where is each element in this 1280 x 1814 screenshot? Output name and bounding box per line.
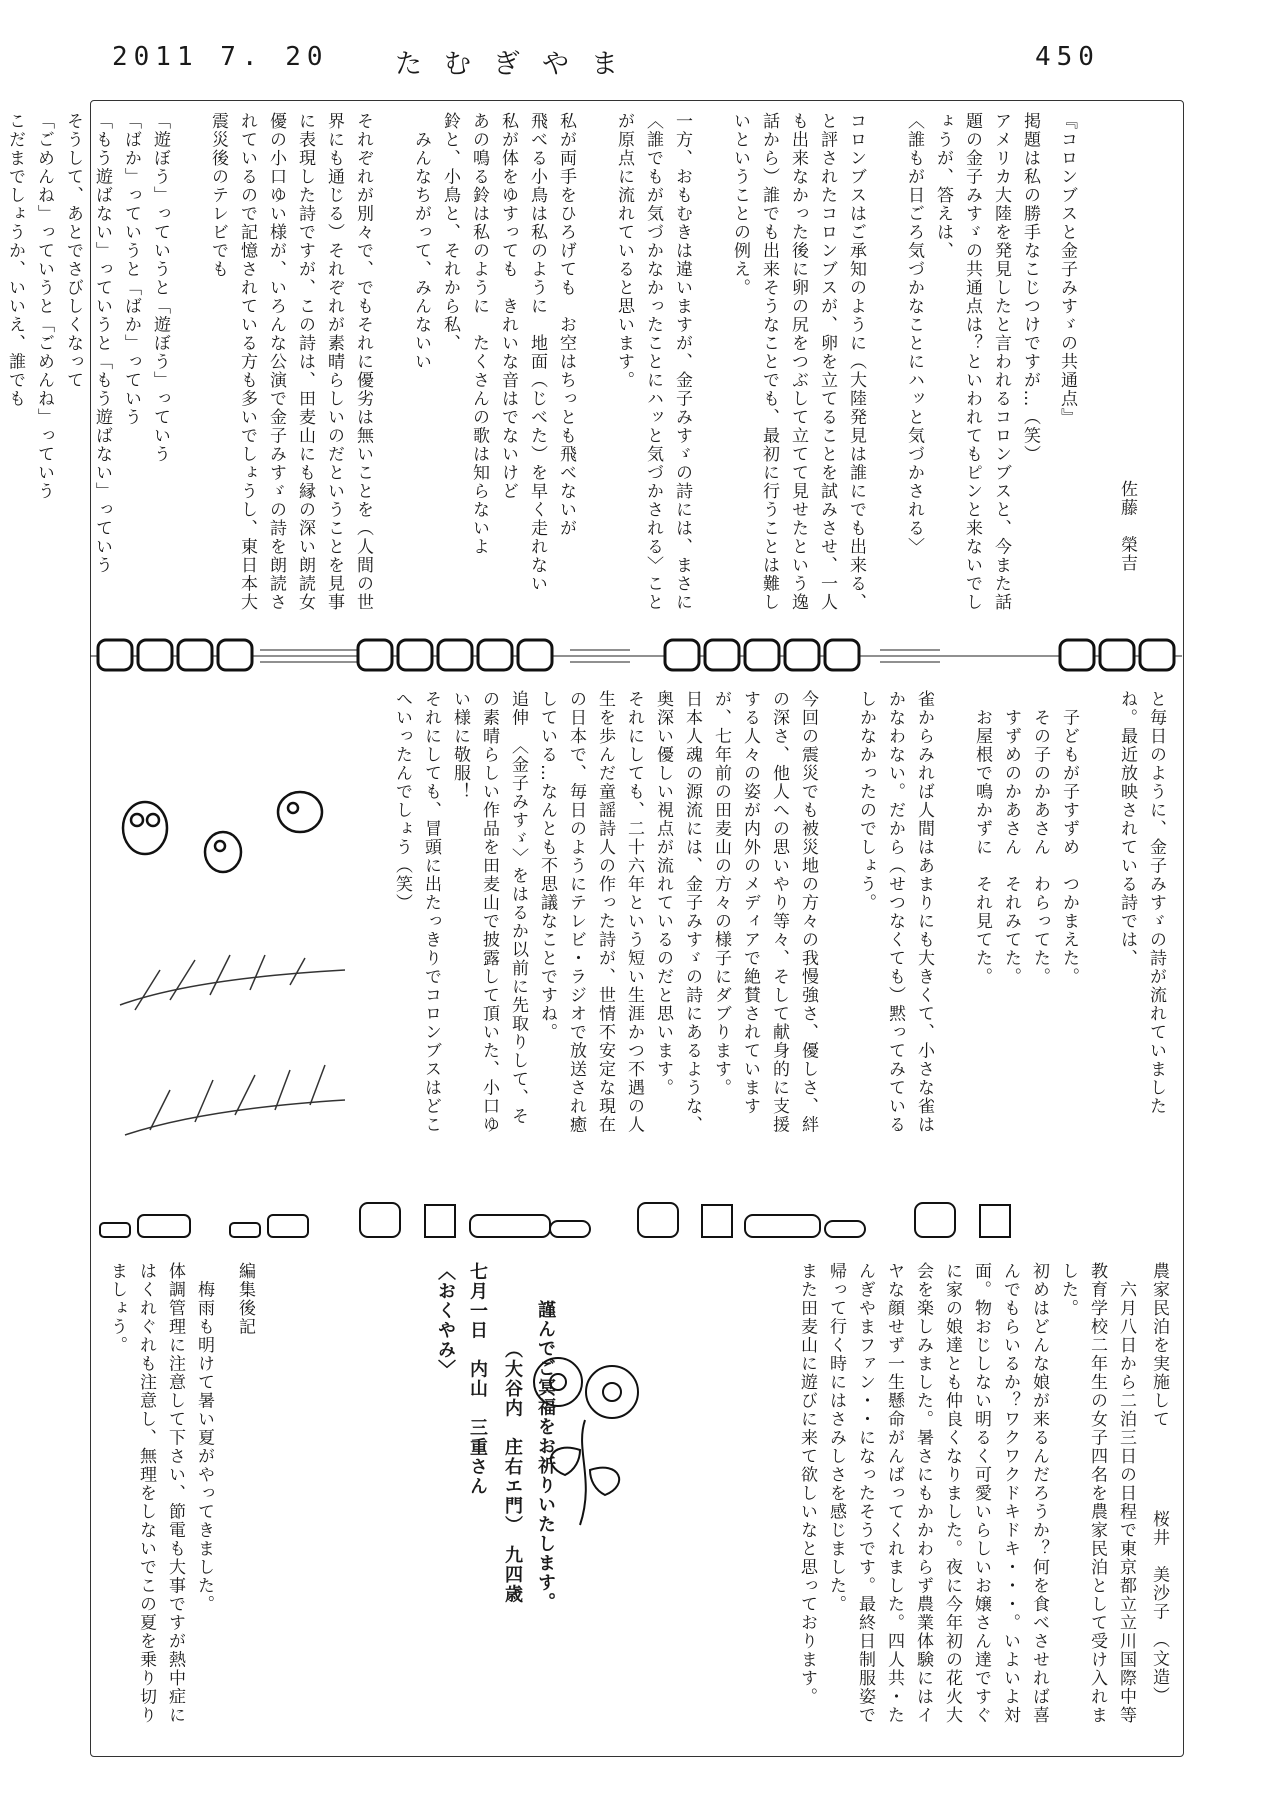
grass-sketch bbox=[115, 950, 365, 1150]
issue-date: 2011 7. 20 bbox=[112, 42, 329, 72]
article2-title: 農家民泊を実施して bbox=[1149, 1262, 1169, 1429]
article2-body: 六月八日から二泊三日の日程で東京都立立川国際中等教育学校二年生の女子四名を農家民泊として受け入れました。 初めはどんな娘が来るんだろうか？何を食べさせれば喜んでもらいるか？ワクワクドキドキ・・・。いよいよ対面。物おじしない明るく可愛いらしいお嬢さん達ですぐに家の娘達とも仲良くなりました。夜に今年初の花火大会を楽しみました。暑さにもかかわらず農業体験にはイヤな顔せず一生懸命がんばってくれました。四人共・たんぎやまファン・・になったそうです。最終日制服姿で帰って行く時にはさみしさを感じました。 また田麦山に遊びに来て欲しいなと思っております。 bbox=[797, 1262, 1136, 1725]
condolence-line-2: （大谷内 庄右エ門） 九四歳 bbox=[502, 1340, 523, 1604]
article1-body: 掲題は私の勝手なこじつけですが…（笑） アメリカ大陸を発見したと言われるコロンブスと、今また話題の金子みすゞの共通点は？といわれてもピンと来ないでしょうが、答えは、 〈誰もが日ごろ気づかなことにハッと気づかされる〉 コロンブスはご承知のように（大陸発見は誰にでも出来る、と評されたコロンブスが、卵を立てることを試みさせ、一人も出来なかった後に卵の尻をつぶして立てて見せたという逸話から）誰でも出来そうなことでも、最初に行うことは難しいということの例え。 一方、おもむきは違いますが、金子みすゞの詩には、まさに〈誰でもが気づかなかったことにハッと気づかされる〉ことが原点に流れていると思います。 私が両手をひろげても お空はちっとも飛べないが 飛べる小鳥は私のように 地面（じべた）を早く走れない 私が体をゆすっても きれいな音はでないけど あの鳴る鈴は私のように たくさんの歌は知らないよ 鈴と、小鳥と、それから私、 みんなちがって、みんないい それぞれが別々で、でもそれに優劣は無いことを（人間の世界にも通じる）それぞれが素晴らしいのだということを見事に表現した詩ですが、この詩は、田麦山にも縁の深い朗読女優の小口ゆい様が、いろんな公演で金子みすゞの詩を朗読されているので記憶されている方も多いでしょうし、東日本大震災後のテレビでも 「遊ぼう」っていうと「遊ぼう」っていう 「ばか」っていうと「ばか」っていう 「もう遊ばない」っていうと「もう遊ばない」っていう そうして、あとでさびしくなって 「ごめんね」っていうと「ごめんね」っていう こだまでしょうか、いいえ、誰でも bbox=[5, 112, 1040, 612]
newsletter-title: たむぎやま bbox=[395, 49, 640, 80]
train-decoration-strip bbox=[90, 628, 1182, 684]
condolence-line-3: 謹んでご冥福をお祈りいたします。 bbox=[535, 1300, 556, 1612]
article2-author: 桜井 美沙子 （文造） bbox=[1149, 1510, 1169, 1705]
article1-author: 佐藤 榮吉 bbox=[1117, 480, 1137, 573]
article1-title: 『コロンブスと金子みすゞの共通点』 bbox=[1057, 112, 1077, 427]
issue-number: 450 bbox=[1035, 42, 1100, 72]
condolence-title: 〈おくやみ〉 bbox=[435, 1262, 456, 1379]
editor-note-title: 編集後記 bbox=[235, 1262, 255, 1336]
condolence-line-1: 七月一日 内山 三重さん bbox=[467, 1262, 488, 1496]
birds-illustration bbox=[115, 780, 340, 890]
vehicle-decoration-strip bbox=[90, 1195, 1182, 1251]
article1-continued-body: と毎日のように、金子みすゞの詩が流れていましたね。最近放映されている詩では、 子どもが子すずめ つかまえた。 その子のかあさん わらってた。 すずめのかあさん それみてた。 お屋根で鳴かずに それ見てた。 雀からみれば人間はあまりにも大きくて、小さな雀はかなわない。だから（せつなくても）黙ってみているしかなかったのでしょう。 今回の震災でも被災地の方々の我慢強さ、優しさ、絆の深さ、他人への思いやり等々、そして献身的に支援する人々の姿が内外のメディアで絶賛されていますが、七年前の田麦山の方々の様子にダブります。 日本人魂の源流には、金子みすゞの詩にあるような、奥深い優しい視点が流れているのだと思います。 それにしても、二十六年という短い生涯かつ不遇の人生を歩んだ童謡詩人の作った詩が、世情不安定な現在の日本で、毎日のようにテレビ・ラジオで放送され癒している…なんとも不思議なことですね。 追伸 〈金子みすゞ〉をはるか以前に先取りして、その素晴らしい作品を田麦山で披露して頂いた、小口ゆい様に敬服！ それにしても、冒頭に出たっきりでコロンブスはどこへいったんでしょう（笑） bbox=[392, 690, 1166, 1134]
editor-note-body: 梅雨も明けて暑い夏がやってきました。 体調管理に注意して下さい、節電も大事ですが熱中症にはくれぐれも注意し、無理をしないでこの夏を乗り切りましょう。 bbox=[107, 1262, 214, 1725]
page-header bbox=[0, 42, 1280, 92]
